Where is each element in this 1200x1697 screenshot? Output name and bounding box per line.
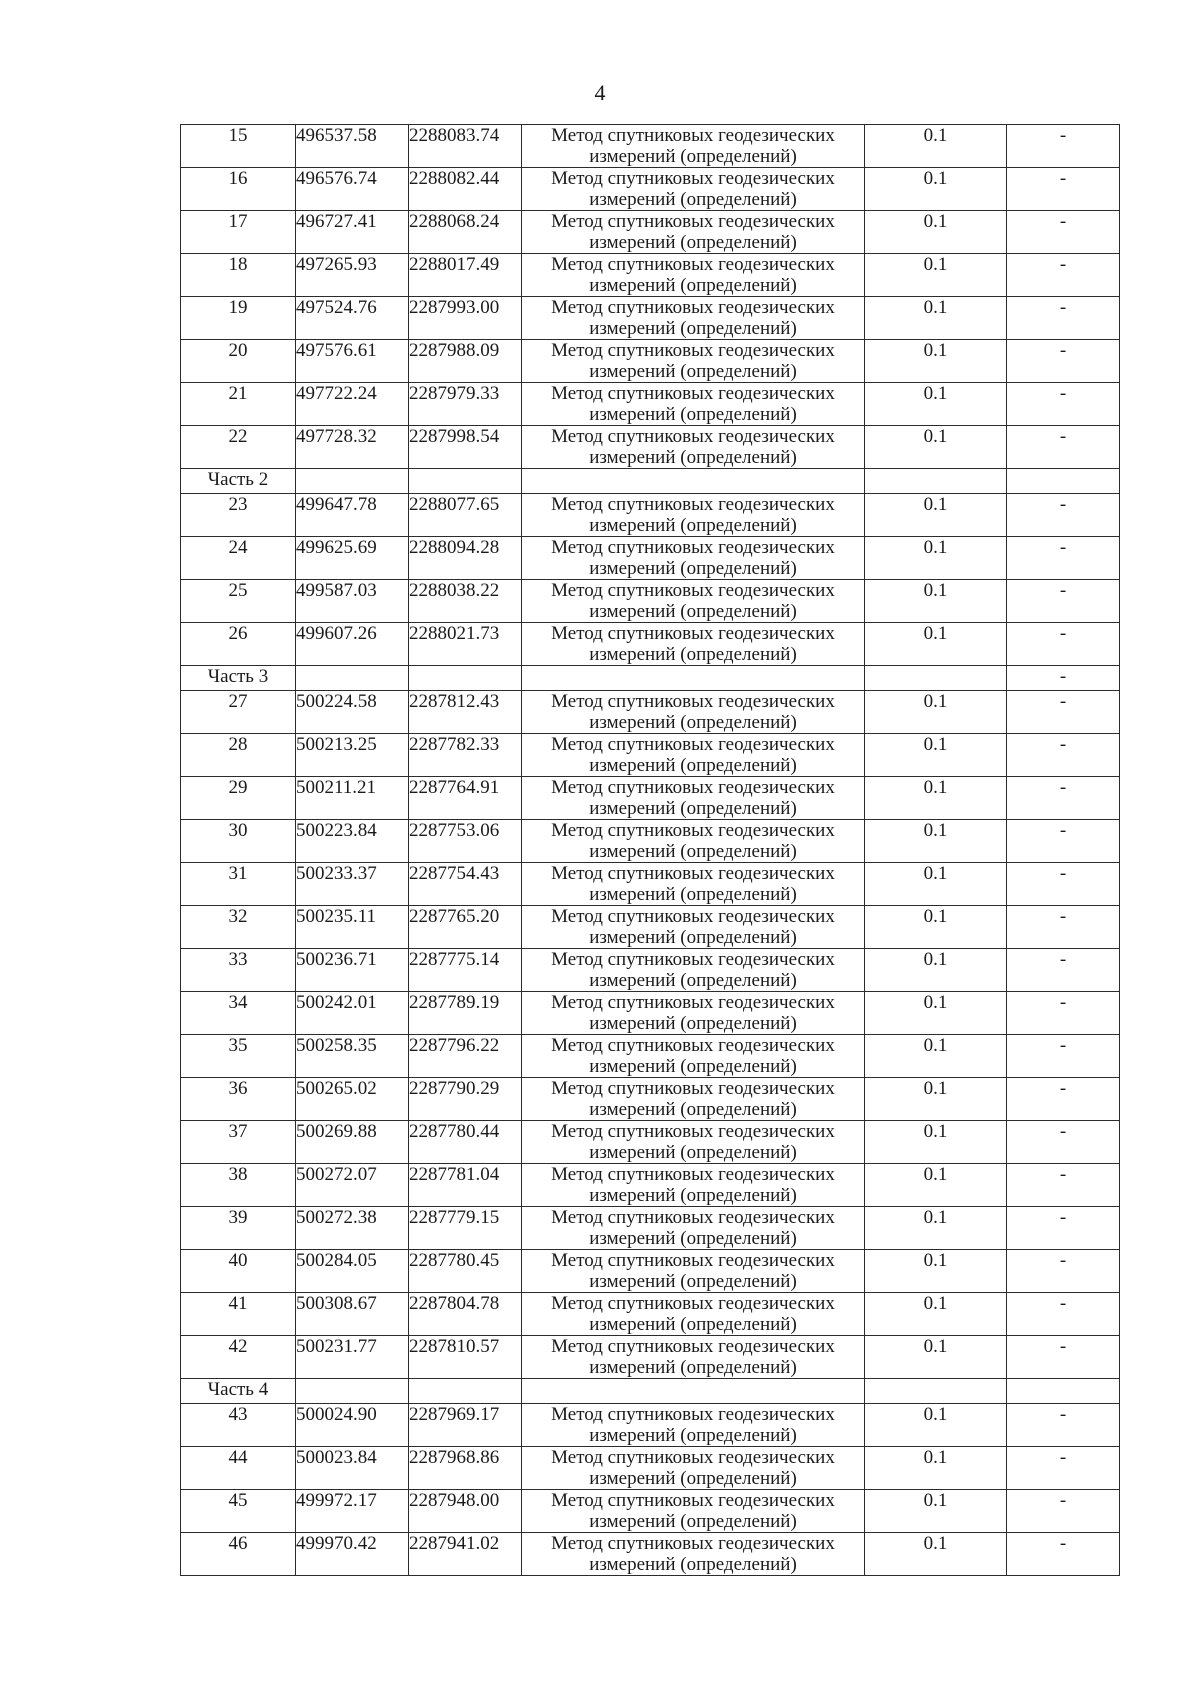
x-coordinate-cell: 496727.41 xyxy=(296,211,409,254)
x-coordinate-cell: 500236.71 xyxy=(296,949,409,992)
note-cell: - xyxy=(1007,949,1120,992)
point-number-cell: 37 xyxy=(181,1121,296,1164)
note-cell: - xyxy=(1007,906,1120,949)
note-cell: - xyxy=(1007,426,1120,469)
point-number-cell: 17 xyxy=(181,211,296,254)
method-cell: Метод спутниковых геодезических измерений (определений) xyxy=(522,992,865,1035)
note-cell: - xyxy=(1007,1404,1120,1447)
accuracy-cell: 0.1 xyxy=(865,1207,1007,1250)
accuracy-cell: 0.1 xyxy=(865,125,1007,168)
accuracy-cell: 0.1 xyxy=(865,1490,1007,1533)
y-coordinate-cell: 2287780.44 xyxy=(409,1121,522,1164)
x-coordinate-cell: 500258.35 xyxy=(296,1035,409,1078)
y-coordinate-cell: 2287812.43 xyxy=(409,691,522,734)
method-cell: Метод спутниковых геодезических измерений (определений) xyxy=(522,1035,865,1078)
y-coordinate-cell: 2287764.91 xyxy=(409,777,522,820)
table-row xyxy=(181,494,1120,537)
empty-cell xyxy=(865,666,1007,691)
part-header-row xyxy=(181,666,1120,691)
x-coordinate-cell: 500231.77 xyxy=(296,1336,409,1379)
accuracy-cell: 0.1 xyxy=(865,863,1007,906)
note-cell: - xyxy=(1007,340,1120,383)
method-cell: Метод спутниковых геодезических измерений (определений) xyxy=(522,1336,865,1379)
empty-cell xyxy=(865,469,1007,494)
point-number-cell: 20 xyxy=(181,340,296,383)
note-cell: - xyxy=(1007,254,1120,297)
x-coordinate-cell: 496537.58 xyxy=(296,125,409,168)
x-coordinate-cell: 500265.02 xyxy=(296,1078,409,1121)
point-number-cell: 44 xyxy=(181,1447,296,1490)
point-number-cell: 35 xyxy=(181,1035,296,1078)
method-cell: Метод спутниковых геодезических измерений (определений) xyxy=(522,691,865,734)
table-row xyxy=(181,820,1120,863)
x-coordinate-cell: 499625.69 xyxy=(296,537,409,580)
y-coordinate-cell: 2287753.06 xyxy=(409,820,522,863)
accuracy-cell: 0.1 xyxy=(865,1121,1007,1164)
accuracy-cell: 0.1 xyxy=(865,340,1007,383)
method-cell: Метод спутниковых геодезических измерений (определений) xyxy=(522,734,865,777)
table-row xyxy=(181,580,1120,623)
x-coordinate-cell: 500213.25 xyxy=(296,734,409,777)
table-row xyxy=(181,623,1120,666)
method-cell: Метод спутниковых геодезических измерений (определений) xyxy=(522,254,865,297)
note-cell: - xyxy=(1007,580,1120,623)
note-cell: - xyxy=(1007,494,1120,537)
note-cell: - xyxy=(1007,211,1120,254)
x-coordinate-cell: 499647.78 xyxy=(296,494,409,537)
x-coordinate-cell: 497524.76 xyxy=(296,297,409,340)
method-cell: Метод спутниковых геодезических измерений (определений) xyxy=(522,820,865,863)
accuracy-cell: 0.1 xyxy=(865,691,1007,734)
note-cell: - xyxy=(1007,1447,1120,1490)
x-coordinate-cell: 500024.90 xyxy=(296,1404,409,1447)
accuracy-cell: 0.1 xyxy=(865,383,1007,426)
note-cell: - xyxy=(1007,1078,1120,1121)
y-coordinate-cell: 2287779.15 xyxy=(409,1207,522,1250)
point-number-cell: 18 xyxy=(181,254,296,297)
accuracy-cell: 0.1 xyxy=(865,1164,1007,1207)
note-cell: - xyxy=(1007,820,1120,863)
y-coordinate-cell: 2288083.74 xyxy=(409,125,522,168)
page-number: 4 xyxy=(594,80,606,105)
point-number-cell: 27 xyxy=(181,691,296,734)
table-row xyxy=(181,1250,1120,1293)
accuracy-cell: 0.1 xyxy=(865,1533,1007,1576)
point-number-cell: 26 xyxy=(181,623,296,666)
note-cell: - xyxy=(1007,1207,1120,1250)
accuracy-cell: 0.1 xyxy=(865,1250,1007,1293)
accuracy-cell: 0.1 xyxy=(865,1447,1007,1490)
accuracy-cell: 0.1 xyxy=(865,734,1007,777)
method-cell: Метод спутниковых геодезических измерений (определений) xyxy=(522,494,865,537)
method-cell: Метод спутниковых геодезических измерений (определений) xyxy=(522,1121,865,1164)
table-row xyxy=(181,254,1120,297)
table-row xyxy=(181,383,1120,426)
table-row xyxy=(181,1121,1120,1164)
empty-cell xyxy=(409,666,522,691)
y-coordinate-cell: 2288077.65 xyxy=(409,494,522,537)
accuracy-cell: 0.1 xyxy=(865,1336,1007,1379)
table-row xyxy=(181,1447,1120,1490)
x-coordinate-cell: 497722.24 xyxy=(296,383,409,426)
x-coordinate-cell: 500272.38 xyxy=(296,1207,409,1250)
table-row xyxy=(181,734,1120,777)
accuracy-cell: 0.1 xyxy=(865,906,1007,949)
y-coordinate-cell: 2287968.86 xyxy=(409,1447,522,1490)
y-coordinate-cell: 2288094.28 xyxy=(409,537,522,580)
table-row xyxy=(181,168,1120,211)
accuracy-cell: 0.1 xyxy=(865,211,1007,254)
note-cell: - xyxy=(1007,1035,1120,1078)
table-row xyxy=(181,1490,1120,1533)
point-number-cell: 33 xyxy=(181,949,296,992)
point-number-cell: 34 xyxy=(181,992,296,1035)
table-row xyxy=(181,297,1120,340)
table-row xyxy=(181,1164,1120,1207)
method-cell: Метод спутниковых геодезических измерений (определений) xyxy=(522,211,865,254)
note-cell xyxy=(1007,1379,1120,1404)
table-row xyxy=(181,1078,1120,1121)
x-coordinate-cell: 500224.58 xyxy=(296,691,409,734)
method-cell: Метод спутниковых геодезических измерений (определений) xyxy=(522,1447,865,1490)
note-cell: - xyxy=(1007,666,1120,691)
empty-cell xyxy=(409,469,522,494)
note-cell: - xyxy=(1007,623,1120,666)
note-cell: - xyxy=(1007,1164,1120,1207)
y-coordinate-cell: 2287790.29 xyxy=(409,1078,522,1121)
y-coordinate-cell: 2287782.33 xyxy=(409,734,522,777)
point-number-cell: 41 xyxy=(181,1293,296,1336)
part-label: Часть 4 xyxy=(181,1379,296,1404)
note-cell: - xyxy=(1007,1121,1120,1164)
table-row xyxy=(181,863,1120,906)
method-cell: Метод спутниковых геодезических измерений (определений) xyxy=(522,777,865,820)
accuracy-cell: 0.1 xyxy=(865,777,1007,820)
point-number-cell: 39 xyxy=(181,1207,296,1250)
method-cell: Метод спутниковых геодезических измерений (определений) xyxy=(522,297,865,340)
note-cell: - xyxy=(1007,992,1120,1035)
part-label: Часть 2 xyxy=(181,469,296,494)
note-cell: - xyxy=(1007,125,1120,168)
table-row xyxy=(181,949,1120,992)
point-number-cell: 28 xyxy=(181,734,296,777)
table-row xyxy=(181,1336,1120,1379)
point-number-cell: 21 xyxy=(181,383,296,426)
y-coordinate-cell: 2287765.20 xyxy=(409,906,522,949)
y-coordinate-cell: 2288082.44 xyxy=(409,168,522,211)
accuracy-cell: 0.1 xyxy=(865,1078,1007,1121)
table-row xyxy=(181,1293,1120,1336)
table-row xyxy=(181,211,1120,254)
point-number-cell: 15 xyxy=(181,125,296,168)
point-number-cell: 31 xyxy=(181,863,296,906)
point-number-cell: 40 xyxy=(181,1250,296,1293)
point-number-cell: 38 xyxy=(181,1164,296,1207)
part-header-row xyxy=(181,1379,1120,1404)
method-cell: Метод спутниковых геодезических измерений (определений) xyxy=(522,949,865,992)
table-row xyxy=(181,125,1120,168)
method-cell: Метод спутниковых геодезических измерений (определений) xyxy=(522,1164,865,1207)
note-cell: - xyxy=(1007,297,1120,340)
method-cell: Метод спутниковых геодезических измерений (определений) xyxy=(522,340,865,383)
table-row xyxy=(181,992,1120,1035)
x-coordinate-cell: 500235.11 xyxy=(296,906,409,949)
y-coordinate-cell: 2287796.22 xyxy=(409,1035,522,1078)
y-coordinate-cell: 2287941.02 xyxy=(409,1533,522,1576)
table-row xyxy=(181,426,1120,469)
accuracy-cell: 0.1 xyxy=(865,494,1007,537)
point-number-cell: 24 xyxy=(181,537,296,580)
method-cell: Метод спутниковых геодезических измерений (определений) xyxy=(522,1404,865,1447)
x-coordinate-cell: 500269.88 xyxy=(296,1121,409,1164)
accuracy-cell: 0.1 xyxy=(865,820,1007,863)
x-coordinate-cell: 500023.84 xyxy=(296,1447,409,1490)
x-coordinate-cell: 499587.03 xyxy=(296,580,409,623)
point-number-cell: 43 xyxy=(181,1404,296,1447)
method-cell: Метод спутниковых геодезических измерений (определений) xyxy=(522,1078,865,1121)
empty-cell xyxy=(522,469,865,494)
table-row xyxy=(181,537,1120,580)
note-cell: - xyxy=(1007,1533,1120,1576)
x-coordinate-cell: 500284.05 xyxy=(296,1250,409,1293)
y-coordinate-cell: 2287780.45 xyxy=(409,1250,522,1293)
point-number-cell: 32 xyxy=(181,906,296,949)
empty-cell xyxy=(296,666,409,691)
note-cell: - xyxy=(1007,168,1120,211)
point-number-cell: 22 xyxy=(181,426,296,469)
x-coordinate-cell: 496576.74 xyxy=(296,168,409,211)
note-cell: - xyxy=(1007,734,1120,777)
y-coordinate-cell: 2287948.00 xyxy=(409,1490,522,1533)
point-number-cell: 36 xyxy=(181,1078,296,1121)
y-coordinate-cell: 2287988.09 xyxy=(409,340,522,383)
x-coordinate-cell: 500233.37 xyxy=(296,863,409,906)
note-cell: - xyxy=(1007,537,1120,580)
y-coordinate-cell: 2288017.49 xyxy=(409,254,522,297)
x-coordinate-cell: 497265.93 xyxy=(296,254,409,297)
table-row xyxy=(181,1207,1120,1250)
point-number-cell: 45 xyxy=(181,1490,296,1533)
accuracy-cell: 0.1 xyxy=(865,254,1007,297)
accuracy-cell: 0.1 xyxy=(865,1035,1007,1078)
empty-cell xyxy=(865,1379,1007,1404)
x-coordinate-cell: 500223.84 xyxy=(296,820,409,863)
table-row xyxy=(181,691,1120,734)
x-coordinate-cell: 500211.21 xyxy=(296,777,409,820)
y-coordinate-cell: 2287810.57 xyxy=(409,1336,522,1379)
empty-cell xyxy=(296,1379,409,1404)
note-cell: - xyxy=(1007,691,1120,734)
x-coordinate-cell: 500308.67 xyxy=(296,1293,409,1336)
point-number-cell: 23 xyxy=(181,494,296,537)
part-label: Часть 3 xyxy=(181,666,296,691)
y-coordinate-cell: 2287998.54 xyxy=(409,426,522,469)
accuracy-cell: 0.1 xyxy=(865,168,1007,211)
accuracy-cell: 0.1 xyxy=(865,537,1007,580)
y-coordinate-cell: 2287789.19 xyxy=(409,992,522,1035)
x-coordinate-cell: 499972.17 xyxy=(296,1490,409,1533)
x-coordinate-cell: 499970.42 xyxy=(296,1533,409,1576)
table-row xyxy=(181,340,1120,383)
note-cell: - xyxy=(1007,777,1120,820)
method-cell: Метод спутниковых геодезических измерений (определений) xyxy=(522,1533,865,1576)
method-cell: Метод спутниковых геодезических измерений (определений) xyxy=(522,623,865,666)
note-cell: - xyxy=(1007,1293,1120,1336)
table-row xyxy=(181,777,1120,820)
note-cell: - xyxy=(1007,1490,1120,1533)
accuracy-cell: 0.1 xyxy=(865,580,1007,623)
note-cell: - xyxy=(1007,383,1120,426)
point-number-cell: 29 xyxy=(181,777,296,820)
accuracy-cell: 0.1 xyxy=(865,1293,1007,1336)
table-row xyxy=(181,1404,1120,1447)
method-cell: Метод спутниковых геодезических измерений (определений) xyxy=(522,580,865,623)
accuracy-cell: 0.1 xyxy=(865,992,1007,1035)
y-coordinate-cell: 2287993.00 xyxy=(409,297,522,340)
accuracy-cell: 0.1 xyxy=(865,426,1007,469)
table-row xyxy=(181,1035,1120,1078)
point-number-cell: 30 xyxy=(181,820,296,863)
accuracy-cell: 0.1 xyxy=(865,623,1007,666)
empty-cell xyxy=(409,1379,522,1404)
x-coordinate-cell: 497576.61 xyxy=(296,340,409,383)
table-row xyxy=(181,1533,1120,1576)
method-cell: Метод спутниковых геодезических измерений (определений) xyxy=(522,537,865,580)
table-row xyxy=(181,906,1120,949)
accuracy-cell: 0.1 xyxy=(865,1404,1007,1447)
y-coordinate-cell: 2287979.33 xyxy=(409,383,522,426)
note-cell: - xyxy=(1007,1250,1120,1293)
x-coordinate-cell: 499607.26 xyxy=(296,623,409,666)
note-cell: - xyxy=(1007,1336,1120,1379)
x-coordinate-cell: 497728.32 xyxy=(296,426,409,469)
empty-cell xyxy=(522,666,865,691)
accuracy-cell: 0.1 xyxy=(865,297,1007,340)
coordinates-table-body xyxy=(181,125,1120,1576)
y-coordinate-cell: 2287804.78 xyxy=(409,1293,522,1336)
point-number-cell: 25 xyxy=(181,580,296,623)
note-cell xyxy=(1007,469,1120,494)
method-cell: Метод спутниковых геодезических измерений (определений) xyxy=(522,1250,865,1293)
y-coordinate-cell: 2288038.22 xyxy=(409,580,522,623)
method-cell: Метод спутниковых геодезических измерений (определений) xyxy=(522,1490,865,1533)
method-cell: Метод спутниковых геодезических измерений (определений) xyxy=(522,426,865,469)
method-cell: Метод спутниковых геодезических измерений (определений) xyxy=(522,1207,865,1250)
part-header-row xyxy=(181,469,1120,494)
x-coordinate-cell: 500272.07 xyxy=(296,1164,409,1207)
point-number-cell: 19 xyxy=(181,297,296,340)
y-coordinate-cell: 2288021.73 xyxy=(409,623,522,666)
empty-cell xyxy=(522,1379,865,1404)
method-cell: Метод спутниковых геодезических измерений (определений) xyxy=(522,125,865,168)
method-cell: Метод спутниковых геодезических измерений (определений) xyxy=(522,383,865,426)
y-coordinate-cell: 2287781.04 xyxy=(409,1164,522,1207)
point-number-cell: 46 xyxy=(181,1533,296,1576)
y-coordinate-cell: 2287754.43 xyxy=(409,863,522,906)
coordinates-table xyxy=(180,124,1120,1576)
y-coordinate-cell: 2287969.17 xyxy=(409,1404,522,1447)
note-cell: - xyxy=(1007,863,1120,906)
accuracy-cell: 0.1 xyxy=(865,949,1007,992)
point-number-cell: 42 xyxy=(181,1336,296,1379)
empty-cell xyxy=(296,469,409,494)
y-coordinate-cell: 2287775.14 xyxy=(409,949,522,992)
point-number-cell: 16 xyxy=(181,168,296,211)
method-cell: Метод спутниковых геодезических измерений (определений) xyxy=(522,168,865,211)
method-cell: Метод спутниковых геодезических измерений (определений) xyxy=(522,863,865,906)
method-cell: Метод спутниковых геодезических измерений (определений) xyxy=(522,906,865,949)
y-coordinate-cell: 2288068.24 xyxy=(409,211,522,254)
method-cell: Метод спутниковых геодезических измерений (определений) xyxy=(522,1293,865,1336)
x-coordinate-cell: 500242.01 xyxy=(296,992,409,1035)
